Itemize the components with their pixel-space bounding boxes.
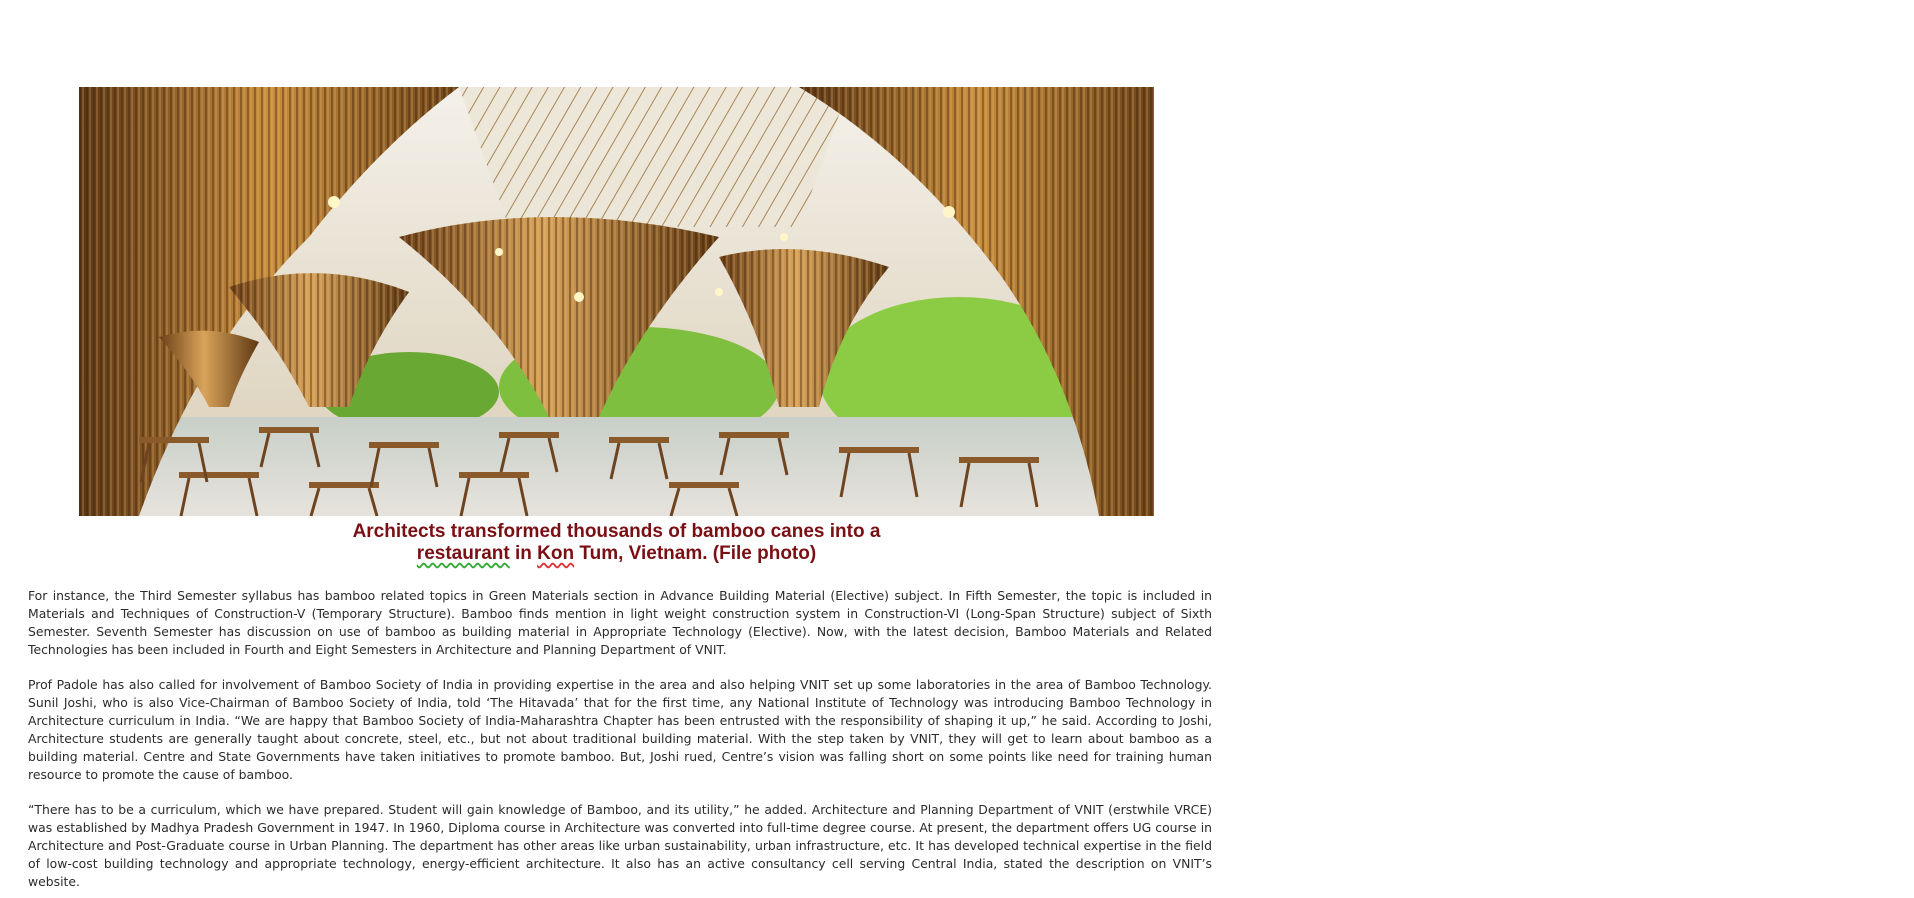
caption-line-2	[79, 543, 1154, 565]
caption-word-kon: Kon	[537, 543, 575, 564]
caption-line-1: Architects transformed thousands of bamboo canes into a	[352, 521, 881, 542]
photo-caption	[79, 521, 1154, 565]
caption-word-in: in	[509, 543, 538, 564]
article-paragraph-3: “There has to be a curriculum, which we have prepared. Student will gain knowledge of Bamboo, and its utility,” he added. Architecture and Planning Department of VNIT (erstwhile VRCE) was established by Madhya Pradesh Government in 1947. In 1960, Diploma course in Architecture was converted into full-time degree course. At present, the department offers UG course in Architecture and Post-Graduate course in Urban Planning. The department has other areas like urban sustainability, urban infrastructure, etc. It has developed technical expertise in the field of low-cost building technology and appropriate technology, energy-efficient architecture. It also has an active consultancy cell serving Central India, stated the description on VNIT’s website.	[28, 802, 1212, 889]
article-body	[28, 587, 1212, 898]
article-paragraph-2: Prof Padole has also called for involvement of Bamboo Society of India in providing expertise in the area and also helping VNIT set up some laboratories in the area of Bamboo Technology. Sunil Joshi, who is also Vice-Chairman of Bamboo Society of India, told ‘The Hitavada’ that for the first time, any National Institute of Technology was introducing Bamboo Technology in Architecture curriculum in India. “We are happy that Bamboo Society of India-Maharashtra Chapter has been entrusted with the responsibility of shaping it up,” he said. According to Joshi, Architecture students are generally taught about concrete, steel, etc., but not about traditional building material. With the step taken by VNIT, they will get to learn about bamboo as a building material. Centre and State Governments have taken initiatives to promote bamboo. But, Joshi rued, Centre’s vision was falling short on some points like need for training human resource to promote the cause of bamboo.	[28, 677, 1212, 782]
article-paragraph-1: For instance, the Third Semester syllabus has bamboo related topics in Green Materials section in Advance Building Material (Elective) subject. In Fifth Semester, the topic is included in Materials and Techniques of Construction-V (Temporary Structure). Bamboo finds mention in light weight construction system in Construction-VI (Long-Span Structure) subject of Sixth Semester. Seventh Semester has discussion on use of bamboo as building material in Appropriate Technology (Elective). Now, with the latest decision, Bamboo Materials and Related Technologies has been included in Fourth and Eight Semesters in Architecture and Planning Department of VNIT.	[28, 588, 1212, 657]
caption-word-restaurant: restaurant	[416, 543, 510, 564]
bamboo-restaurant-photo	[79, 87, 1154, 516]
caption-line-2-rest: Tum, Vietnam. (File photo)	[574, 543, 817, 564]
